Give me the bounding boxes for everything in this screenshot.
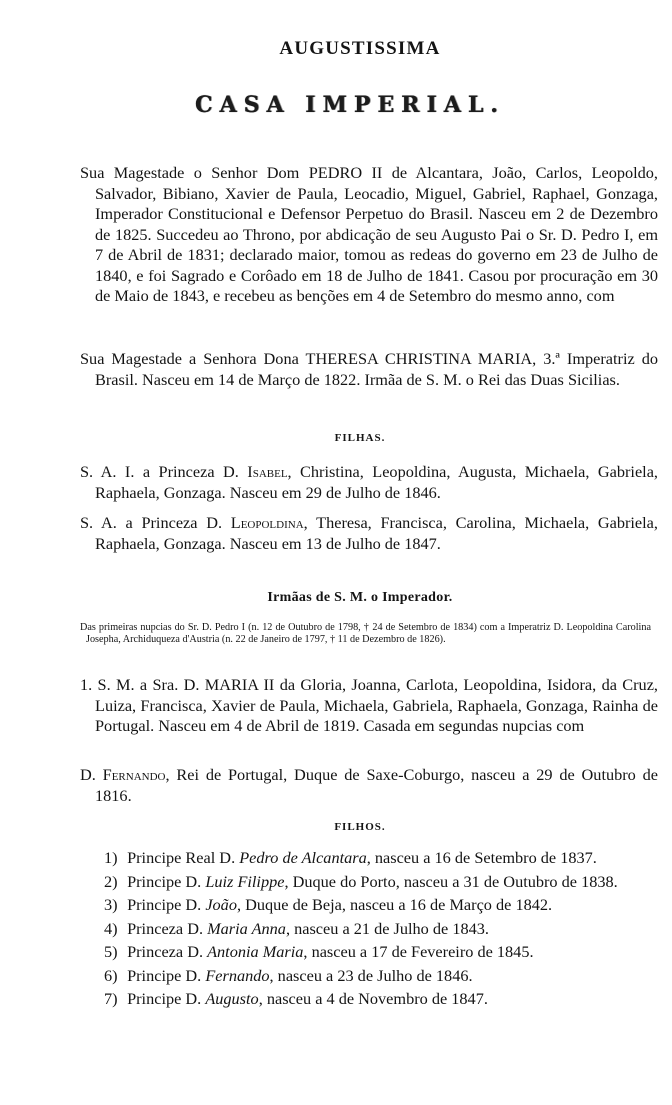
entry-fernando-name: Fernando [102, 765, 166, 784]
entry-filha-isabel-pre: S. A. I. a Princeza D. [80, 462, 248, 481]
list-item-text: , nasceu a 21 de Julho de 1843. [285, 918, 489, 938]
list-item-pre: Princeza D. [127, 918, 208, 938]
entry-empress-name: THERESA CHRISTINA MARIA [305, 349, 533, 368]
filhas-heading: FILHAS. [334, 432, 386, 444]
list-item-name: Fernando [205, 965, 270, 985]
list-item-number: 6) [104, 965, 118, 985]
list-item-name: João [205, 895, 237, 914]
list-item-pre: Principe D. [127, 895, 206, 914]
entry-emperor [80, 163, 658, 307]
list-item-name: Antonia Maria [207, 942, 304, 961]
entry-empress [80, 349, 658, 390]
list-item-name: Luiz Filippe [205, 871, 285, 891]
list-item-text: , nasceu a 16 de Setembro de 1837. [366, 848, 597, 867]
list-item-text: , nasceu a 17 de Fevereiro de 1845. [303, 942, 534, 961]
entry-filha-leopoldina-name: Leopoldina [230, 513, 304, 532]
list-item-number: 5) [104, 942, 118, 961]
list-item-text: , nasceu a 4 de Novembro de 1847. [258, 989, 488, 1008]
list-item [104, 989, 649, 1010]
irmaas-heading: Irmãas de S. M. o Imperador. [267, 590, 453, 605]
list-item-text: , Duque do Porto, nasceu a 31 de Outubro de 1838. [284, 871, 618, 891]
irmaas-footnote: Das primeiras nupcias do Sr. D. Pedro I (n. 12 de Outubro de 1798, † 24 de Setembro de 1834) com a Imperatriz D. Leopoldina Carolina Josepha, Archiduqueza d'Austria (n. 22 de Janeiro de 1797, † 11 de Dezembro de 1826). [80, 622, 651, 645]
list-item [104, 942, 649, 963]
entry-filha-leopoldina-pre: S. A. a Princeza D. [80, 513, 231, 532]
list-item [104, 848, 649, 869]
list-item-pre: Principe D. [127, 871, 206, 891]
list-item-number: 3) [104, 895, 118, 914]
list-item-pre: Principe D. [127, 965, 206, 985]
list-item-text: , Duque de Beja, nasceu a 16 de Março de 1842. [236, 895, 553, 914]
list-item-name: Augusto [205, 989, 259, 1008]
entry-filha-isabel [80, 462, 658, 503]
list-item-pre: Princeza D. [127, 942, 208, 961]
list-item [104, 895, 649, 916]
list-item-number: 4) [104, 918, 118, 938]
entry-fernando [80, 765, 658, 806]
list-item-number: 1) [104, 848, 118, 867]
entry-empress-text: , 3.ª Imperatriz do Brasil. Nasceu em 14 de Março de 1822. Irmãa de S. M. o Rei das Duas Sicilias. [95, 349, 658, 389]
list-item-pre: Principe D. [127, 989, 206, 1008]
entry-filha-isabel-text: , Christina, Leopoldina, Augusta, Michaela, Gabriela, Raphaela, Gonzaga. Nasceu em 29 de Julho de 1846. [95, 462, 658, 502]
entry-emperor-name: PEDRO II [308, 163, 383, 182]
entry-filha-leopoldina-text: , Theresa, Francisca, Carolina, Michaela, Gabriela, Raphaela, Gonzaga. Nasceu em 13 de Julho de 1847. [95, 513, 658, 553]
entry-emperor-text: de Alcantara, João, Carlos, Leopoldo, Salvador, Bibiano, Xavier de Paula, Leocadio, Miguel, Gabriel, Raphael, Gonzaga, Imperador Constitucional e Defensor Perpetuo do Brasil. Nasceu em 2 de Dezembro de 1825. Succedeu ao Throno, por abdicação de seu Augusto Pai o Sr. D. Pedro I, em 7 de Abril de 1831; declarado maior, tomou as redeas do governo em 23 de Julho de 1840, e foi Sagrado e Corôado em 18 de Julho de 1841. Casou por procuração em 30 de Maio de 1843, e recebeu as benções em 4 de Setembro do mesmo anno, com [95, 163, 659, 305]
list-item-name: Maria Anna [207, 918, 286, 938]
list-item [104, 966, 649, 987]
entry-filha-isabel-name: Isabel [247, 462, 288, 481]
list-item-pre: Principe Real D. [127, 848, 240, 867]
list-item [104, 919, 649, 940]
entry-empress-pre: Sua Magestade a Senhora Dona [80, 349, 306, 368]
list-item-text: , nasceu a 23 de Julho de 1846. [269, 965, 473, 985]
page-subtitle: CASA IMPERIAL. [195, 92, 505, 118]
list-item [104, 872, 649, 893]
entry-irmaa-maria: 1. S. M. a Sra. D. MARIA II da Gloria, Joanna, Carlota, Leopoldina, Isidora, da Cruz, Luiza, Francisca, Xavier de Paula, Michaela, Gabriela, Raphaela, Gonzaga, Rainha de Portugal. Nasceu em 4 de Abril de 1819. Casada em segundas nupcias com [80, 675, 658, 735]
entry-filha-leopoldina [80, 513, 658, 554]
entry-fernando-text: , Rei de Portugal, Duque de Saxe-Coburgo, nasceu a 29 de Outubro de 1816. [95, 765, 658, 805]
list-item-number: 2) [104, 871, 118, 891]
entry-emperor-pre: Sua Magestade o Senhor Dom [80, 163, 309, 182]
list-item-number: 7) [104, 989, 118, 1008]
filhos-list [104, 848, 649, 1013]
page-title: AUGUSTISSIMA [279, 38, 441, 59]
entry-fernando-pre: D. [80, 765, 103, 784]
list-item-name: Pedro de Alcantara [239, 848, 367, 867]
filhos-heading: FILHOS. [334, 821, 386, 833]
